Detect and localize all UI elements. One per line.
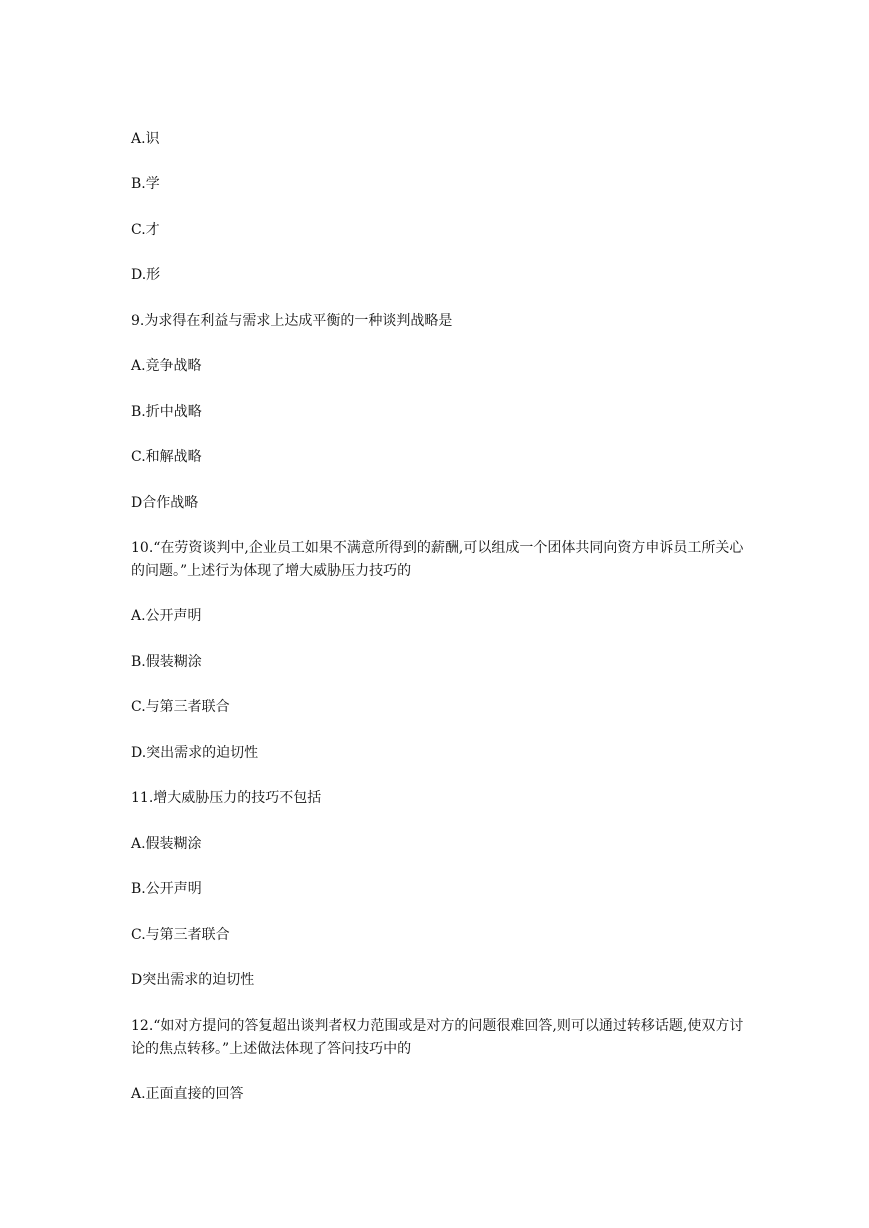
- option-line: C.和解战略: [131, 449, 202, 465]
- option-line: D.突出需求的迫切性: [131, 745, 259, 761]
- question-line: 9.为求得在利益与需求上达成平衡的一种谈判战略是: [131, 313, 453, 329]
- option-line: A.正面直接的回答: [131, 1086, 244, 1102]
- option-line: C.与第三者联合: [131, 927, 230, 943]
- option-line: C.与第三者联合: [131, 699, 230, 715]
- option-line: A.竞争战略: [131, 358, 202, 374]
- option-line: D合作战略: [131, 495, 199, 511]
- option-line: A.公开声明: [131, 608, 202, 624]
- option-line: C.才: [131, 222, 160, 238]
- option-line: B.假装糊涂: [131, 654, 202, 670]
- option-line: A.识: [131, 131, 160, 147]
- option-line: D突出需求的迫切性: [131, 972, 255, 988]
- option-line: B.学: [131, 176, 160, 192]
- question-line: 10.“在劳资谈判中,企业员工如果不满意所得到的薪酬,可以组成一个团体共同向资方申诉员工所关心的问题。”上述行为体现了增大威胁压力技巧的: [131, 540, 744, 579]
- question-line: 11.增大威胁压力的技巧不包括: [131, 790, 322, 806]
- option-line: A.假装糊涂: [131, 836, 202, 852]
- option-line: D.形: [131, 267, 161, 283]
- option-line: B.公开声明: [131, 881, 202, 897]
- option-line: B.折中战略: [131, 404, 202, 420]
- question-line: 12.“如对方提问的答复超出谈判者权力范围或是对方的问题很难回答,则可以通过转移话题,使双方讨论的焦点转移。”上述做法体现了答问技巧中的: [131, 1018, 744, 1057]
